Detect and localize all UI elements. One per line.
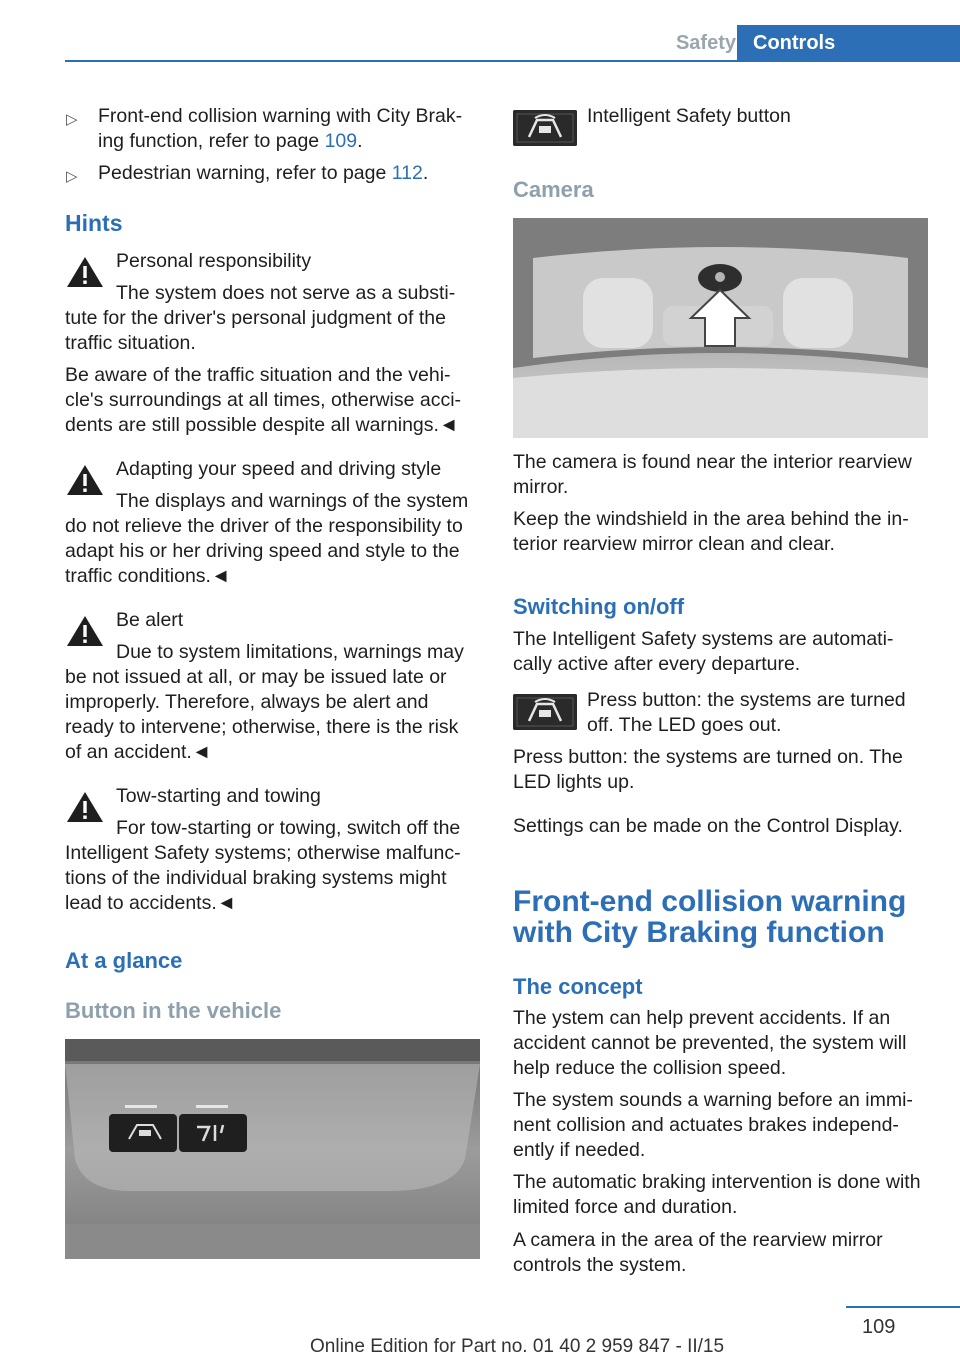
warning-title: Tow-starting and towing (116, 785, 321, 807)
warning-text: tute for the driver's personal judgment of the traffic situation. (65, 307, 446, 354)
vehicle-button-photo (65, 1039, 480, 1259)
footer-edition: Online Edition for Part no. 01 40 2 959 847 - II/15 (310, 1336, 725, 1357)
intelligent-safety-button-icon (513, 694, 577, 730)
heading-button-in-vehicle: Button in the vehicle (65, 998, 282, 1023)
warning-text: Intelligent Safety systems; otherwise malfunc-tions of the individual braking systems might lead to accidents.◄ (65, 842, 461, 914)
heading-camera: Camera (513, 177, 594, 202)
header-tab-safety: Safety (675, 32, 736, 54)
warning-title: Adapting your speed and driving style (116, 458, 442, 480)
page-number: 109 (862, 1316, 896, 1338)
press-button-off-text: Press button: the systems are turned off. The LED goes out. (587, 689, 906, 736)
footer-rule (846, 1306, 960, 1308)
warning-text-extra: Be aware of the traffic situation and the vehi-cle's surroundings at all times, otherwise acci-dents are still possible despite all warnings.◄ (65, 364, 462, 436)
concept-paragraph-3: The automatic braking intervention is done with limited force and duration. (513, 1171, 921, 1218)
bullet-front-end: Front-end collision warning with City Brak- ing function, refer to page 109. (98, 105, 463, 152)
switching-paragraph: The Intelligent Safety systems are automati-cally active after every departure. (513, 628, 894, 675)
warning-icon (65, 254, 105, 290)
heading-front-end-collision: Front-end collision warning with City Braking function (513, 885, 907, 949)
header-tab-controls: Controls (737, 25, 960, 61)
warning-text-line1: Due to system limitations, warnings may (116, 641, 464, 663)
warning-icon (65, 462, 105, 498)
heading-hints: Hints (65, 210, 123, 236)
press-button-on-text: Press button: the systems are turned on. The LED lights up. (513, 746, 903, 793)
warning-icon (65, 789, 105, 825)
intelligent-safety-button-icon (513, 110, 577, 146)
settings-text: Settings can be made on the Control Display. (513, 815, 903, 837)
heading-switching-on-off: Switching on/off (513, 594, 685, 619)
bullet-pedestrian: Pedestrian warning, refer to page 112. (98, 162, 429, 184)
bullet-triangle-icon: ▷ (66, 111, 78, 128)
warning-title: Be alert (116, 609, 184, 631)
camera-paragraph-1: The camera is found near the interior rearview mirror. (513, 451, 912, 498)
heading-at-a-glance: At a glance (65, 948, 183, 973)
header-rule (65, 60, 960, 62)
warning-text: be not issued at all, or may be issued late or improperly. Therefore, always be alert and ready to intervene; otherwise, there is the risk of an accident.◄ (65, 666, 459, 763)
concept-paragraph-1: The ystem can help prevent accidents. If an accident cannot be prevented, the system will help reduce the collision speed. (513, 1007, 907, 1079)
heading-the-concept: The concept (513, 974, 643, 999)
warning-text-line1: For tow-starting or towing, switch off the (116, 817, 461, 839)
camera-paragraph-2: Keep the windshield in the area behind the in-terior rearview mirror clean and clear. (513, 508, 909, 555)
link-page-112[interactable]: 112 (391, 162, 423, 184)
link-page-109[interactable]: 109 (324, 130, 358, 152)
intelligent-safety-button-label: Intelligent Safety button (587, 105, 791, 127)
warning-text-line1: The system does not serve as a substi- (116, 282, 456, 304)
bullet-triangle-icon: ▷ (66, 168, 78, 185)
concept-paragraph-4: A camera in the area of the rearview mirror controls the system. (513, 1229, 883, 1276)
warning-icon (65, 613, 105, 649)
warning-text-line1: The displays and warnings of the system (116, 490, 469, 512)
warning-title: Personal responsibility (116, 250, 312, 272)
concept-paragraph-2: The system sounds a warning before an immi-nent collision and actuates brakes independ-ently if needed. (513, 1089, 913, 1161)
warning-text: do not relieve the driver of the responsibility to adapt his or her driving speed and style to the traffic conditions.◄ (65, 515, 463, 587)
camera-photo (513, 218, 928, 438)
